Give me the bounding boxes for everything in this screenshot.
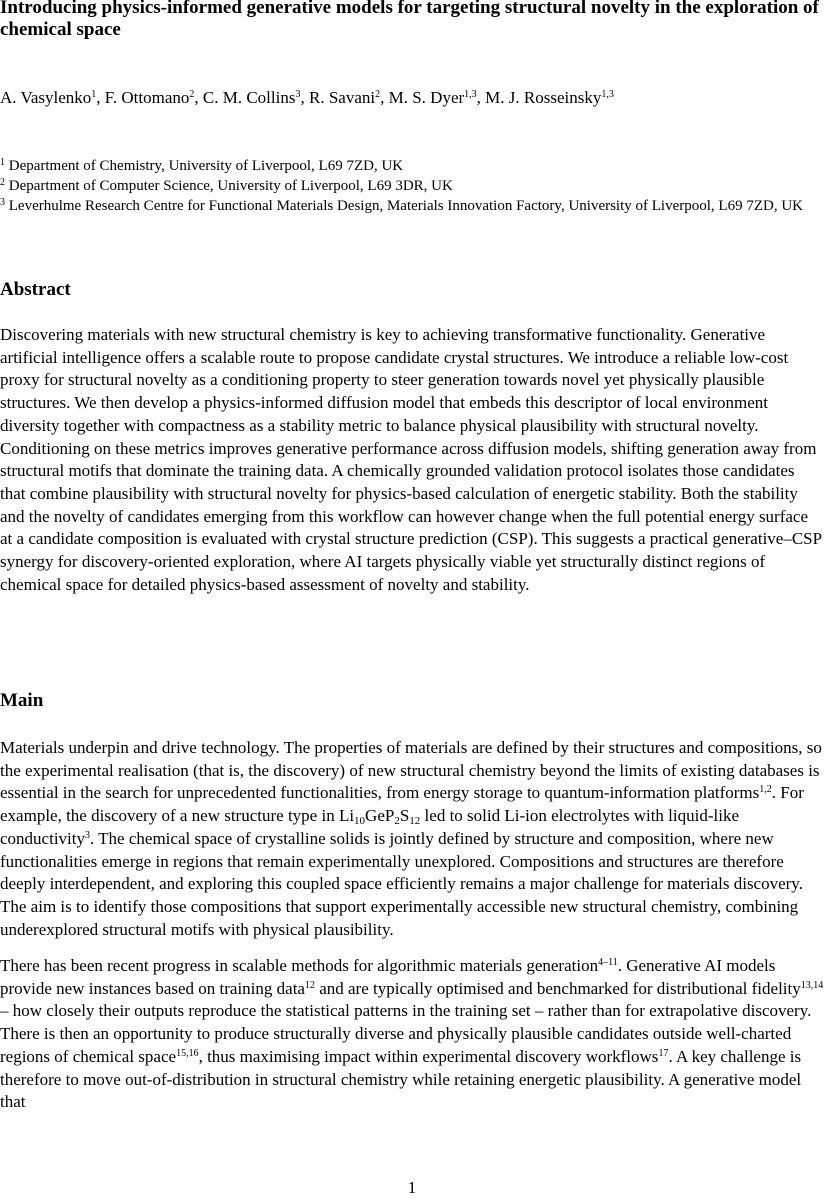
- affiliation-text: Leverhulme Research Centre for Functional Materials Design, Materials Innovation Factory, University of Liverpool, L69 7ZD, UK: [8, 198, 803, 214]
- author-list: A. Vasylenko$^1$, F. Ottomano$^2$, C. M. Collins$^3$, R. Savani$^2$, M. S. Dyer$^{1,3}$, M. J. Rosseinsky$^{1,3}$: [0, 88, 614, 107]
- chemical-formula: $Li_{10}GeP_2S_{12}$: [338, 806, 421, 828]
- author-affiliation-marker: 1,3: [464, 89, 477, 100]
- affiliation-number: 3: [0, 197, 5, 208]
- author-name: R. Savani: [308, 88, 376, 107]
- author-name: C. M. Collins: [202, 88, 296, 107]
- affiliation-number: 1: [0, 157, 5, 168]
- affiliation-text: Department of Computer Science, University of Liverpool, L69 3DR, UK: [8, 178, 453, 194]
- author-affiliation-marker: 2: [375, 89, 381, 100]
- paper-title: Introducing physics-informed generative models for targeting structural novelty in the exploration of chemical space: [0, 0, 819, 40]
- author-affiliation-marker: 3: [295, 89, 301, 100]
- author-affiliation-marker: 1: [91, 89, 97, 100]
- main-paragraph-1: Materials underpin and drive technology. The properties of materials are defined by their structures and compositions, so the experimental realisation (that is, the discovery) of new structural chemistry beyond the limits of existing databases is essential in the search for unprecedented functionalities, from energy storage to quantum-information platforms$^{1,2}$. For example, the discovery of a new structure type in $Li_{10}GeP_2S_{12}$ led to solid Li-ion electrolytes with liquid-like conductivity$^3$. The chemical space of crystalline solids is jointly defined by structure and composition, where new functionalities emerge in regions that remain experimentally unexplored. Compositions and structures are therefore deeply interdependent, and exploring this coupled space efficiently remains a major challenge for materials discovery. The aim is to identify those compositions that support experimentally accessible new structural chemistry, combining underexplored structural motifs with physical plausibility.: [0, 738, 822, 939]
- abstract-heading: Abstract: [0, 279, 71, 300]
- citation: 1,2: [759, 784, 772, 796]
- citation: 12: [304, 979, 315, 991]
- citation: 3: [84, 829, 90, 841]
- main-heading: Main: [0, 690, 44, 711]
- page-number: 1: [407, 1178, 417, 1197]
- affiliation-text: Department of Chemistry, University of Liverpool, L69 7ZD, UK: [8, 158, 404, 174]
- author-name: M. J. Rosseinsky: [485, 88, 602, 107]
- author-name: F. Ottomano: [104, 88, 190, 107]
- citation: 17: [658, 1047, 669, 1059]
- affiliation: [0, 196, 820, 216]
- affiliation: [0, 176, 820, 196]
- affiliation: [0, 156, 820, 176]
- citation: 13,14: [800, 979, 824, 991]
- author-affiliation-marker: 2: [189, 89, 195, 100]
- affiliation-number: 2: [0, 177, 5, 188]
- abstract-text: Discovering materials with new structural chemistry is key to achieving transformative functionality. Generative artificial intelligence offers a scalable route to propose candidate crystal structures. We introduce a reliable low-cost proxy for structural novelty as a conditioning property to steer generation towards novel yet physically plausible structures. We then develop a physics-informed diffusion model that embeds this descriptor of local environment diversity together with compactness as a stability metric to balance physical plausibility with structural novelty. Conditioning on these metrics improves generative performance across diffusion models, shifting generation away from structural motifs that dominate the training data. A chemically grounded validation protocol isolates those candidates that combine plausibility with structural novelty for physics-based calculation of energetic stability. Both the stability and the novelty of candidates emerging from this workflow can however change when the full potential energy surface at a candidate composition is evaluated with crystal structure prediction (CSP). This suggests a practical generative–CSP synergy for discovery-oriented exploration, where AI targets physically viable yet structurally distinct regions of chemical space for detailed physics-based assessment of novelty and stability.: [0, 325, 822, 594]
- author-affiliation-marker: 1,3: [601, 89, 614, 100]
- affiliation-list: [0, 156, 820, 216]
- citation: 4–11: [598, 957, 618, 968]
- author-name: A. Vasylenko: [0, 88, 92, 107]
- citation: 15,16: [176, 1047, 199, 1059]
- main-paragraph-2: There has been recent progress in scalable methods for algorithmic materials generation$^{4-11}$. Generative AI models provide new instances based on training data$^{12}$ and are typically optimised and benchmarked for distributional fidelity$^{13,14}$ – how closely their outputs reproduce the statistical patterns in the training set – rather than for extrapolative discovery. There is then an opportunity to produce structurally diverse and physically plausible candidates outside well-charted regions of chemical space$^{15,16}$, thus maximising impact within experimental discovery workflows$^{17}$. A key challenge is therefore to move out-of-distribution in structural chemistry while retaining energetic plausibility. A generative model that: [0, 956, 824, 1112]
- author-name: M. S. Dyer: [388, 88, 465, 107]
